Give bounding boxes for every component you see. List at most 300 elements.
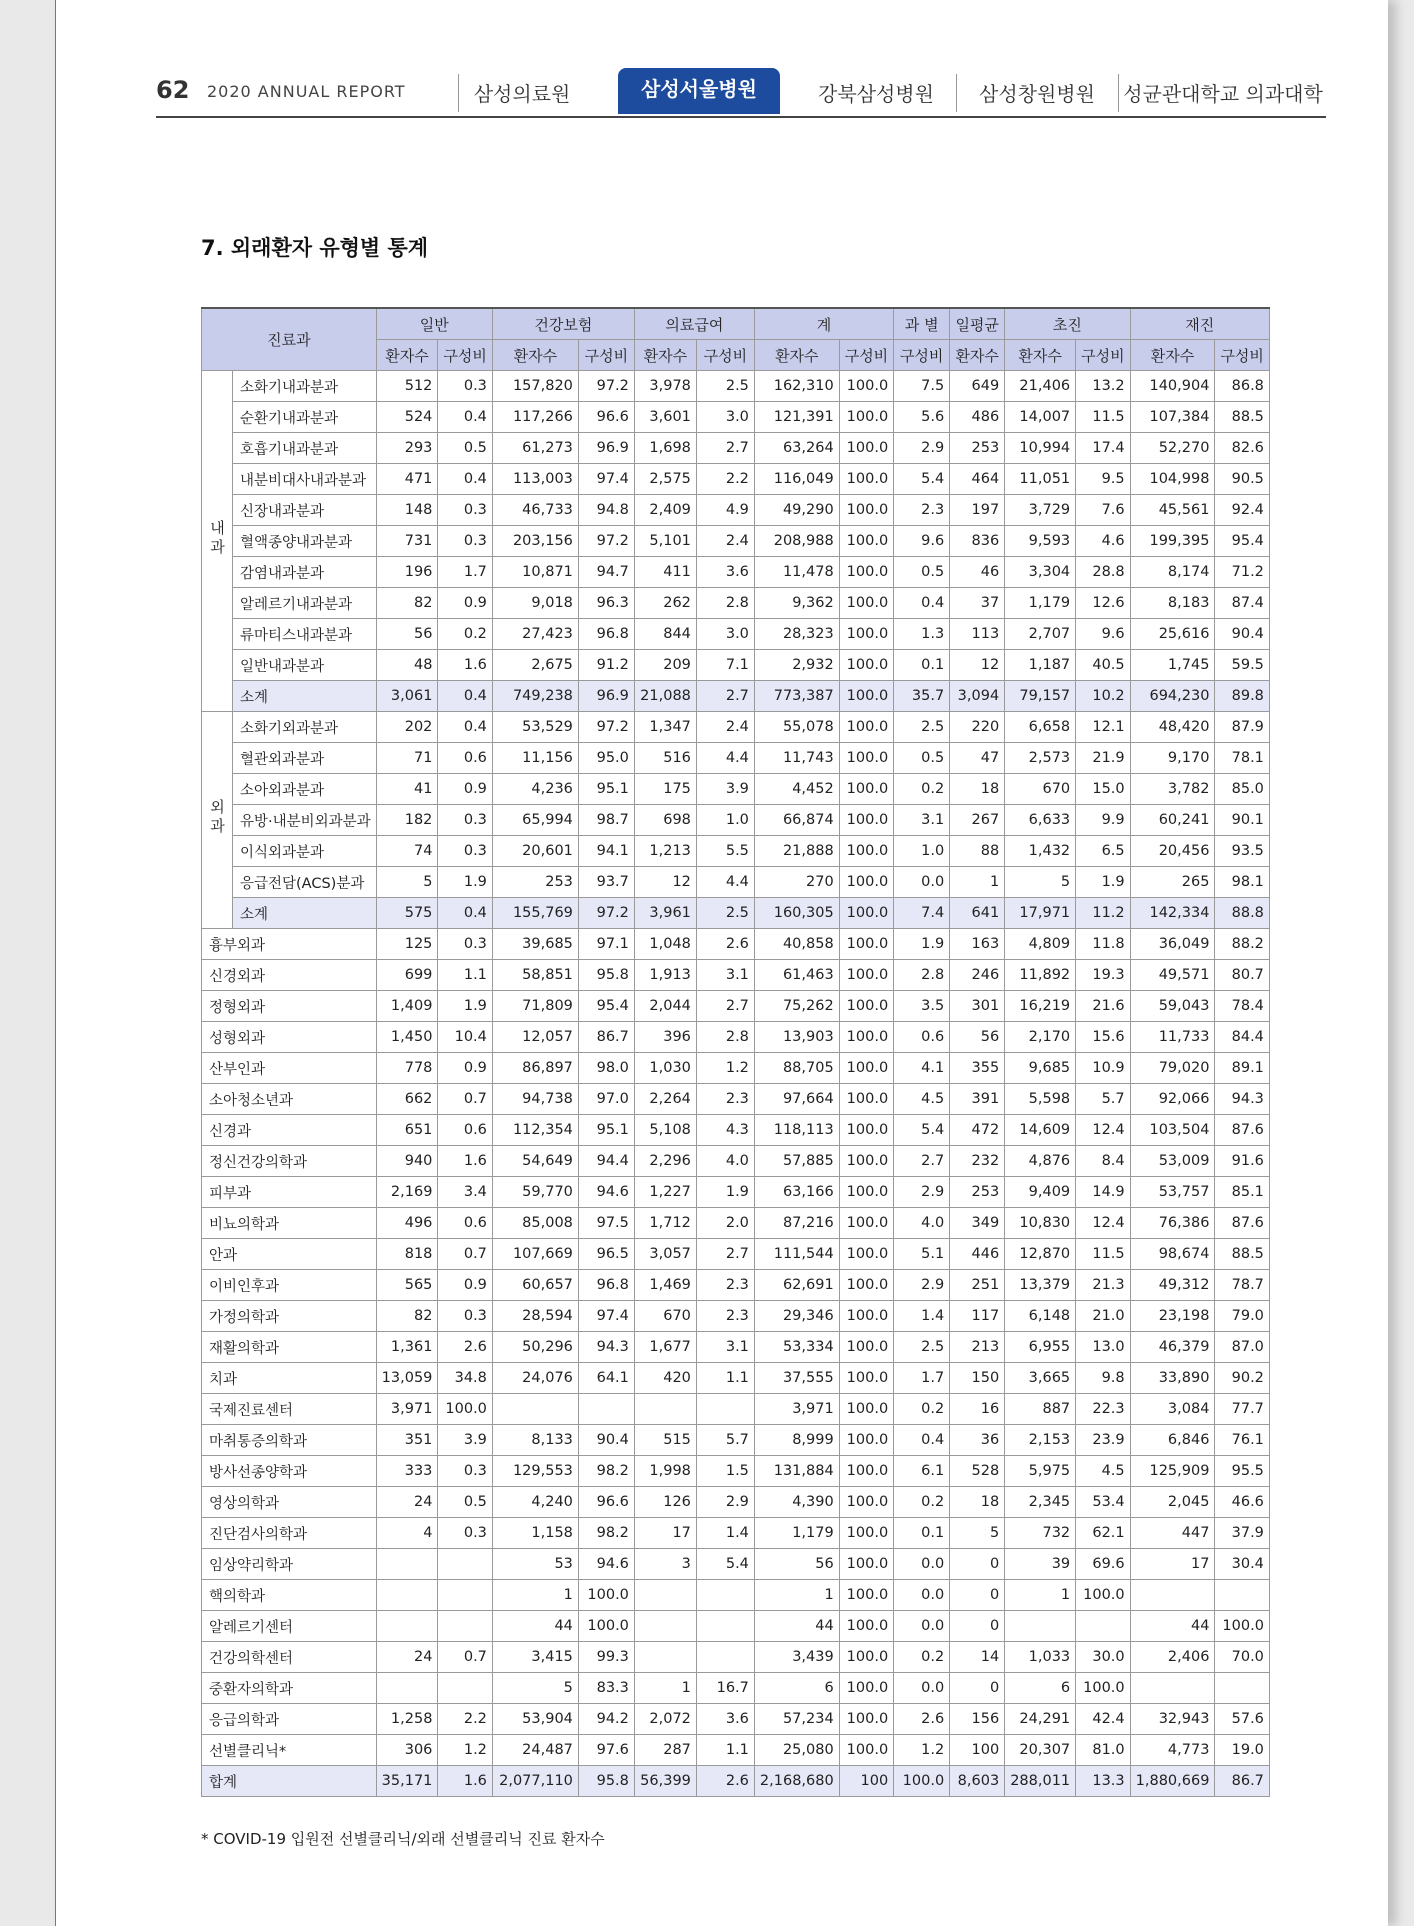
table-row <box>202 402 1270 433</box>
value-cell: 4.5 <box>1076 1456 1130 1487</box>
value-cell: 1.7 <box>894 1363 950 1394</box>
value-cell: 0.0 <box>894 1611 950 1642</box>
value-cell: 140,904 <box>1130 371 1215 402</box>
value-cell: 69.6 <box>1076 1549 1130 1580</box>
value-cell: 0.9 <box>438 774 492 805</box>
value-cell: 100.0 <box>839 526 893 557</box>
value-cell: 90.1 <box>1215 805 1269 836</box>
value-cell: 3,665 <box>1005 1363 1076 1394</box>
subheader-patients: 환자수 <box>1005 340 1076 371</box>
table-row <box>202 1673 1270 1704</box>
header-insurance: 건강보험 <box>492 308 634 340</box>
value-cell: 78.7 <box>1215 1270 1269 1301</box>
value-cell: 70.0 <box>1215 1642 1269 1673</box>
value-cell: 4.4 <box>696 867 754 898</box>
value-cell: 40.5 <box>1076 650 1130 681</box>
value-cell: 100.0 <box>839 1270 893 1301</box>
value-cell: 100.0 <box>839 991 893 1022</box>
value-cell: 0 <box>950 1549 1005 1580</box>
value-cell: 3.9 <box>696 774 754 805</box>
dept-name-cell: 핵의학과 <box>202 1580 377 1611</box>
value-cell: 100.0 <box>839 1332 893 1363</box>
group-label-text: 외과 <box>208 798 226 837</box>
dept-name-cell: 감염내과분과 <box>233 557 377 588</box>
value-cell: 203,156 <box>492 526 578 557</box>
dept-name-cell: 정형외과 <box>202 991 377 1022</box>
value-cell: 94.3 <box>578 1332 634 1363</box>
value-cell: 0.5 <box>438 433 492 464</box>
value-cell: 100.0 <box>839 712 893 743</box>
value-cell: 3,729 <box>1005 495 1076 526</box>
value-cell: 100.0 <box>578 1580 634 1611</box>
value-cell: 2.7 <box>894 1146 950 1177</box>
value-cell <box>634 1611 696 1642</box>
value-cell: 125 <box>376 929 438 960</box>
table-row <box>202 1425 1270 1456</box>
value-cell: 391 <box>950 1084 1005 1115</box>
value-cell: 0.9 <box>438 1270 492 1301</box>
value-cell: 3.1 <box>894 805 950 836</box>
value-cell: 13,379 <box>1005 1270 1076 1301</box>
value-cell: 21.0 <box>1076 1301 1130 1332</box>
value-cell: 17,971 <box>1005 898 1076 929</box>
value-cell: 2,296 <box>634 1146 696 1177</box>
value-cell: 2,153 <box>1005 1425 1076 1456</box>
value-cell <box>1076 1611 1130 1642</box>
table-row <box>202 1177 1270 1208</box>
value-cell: 0.6 <box>894 1022 950 1053</box>
value-cell <box>578 1394 634 1425</box>
value-cell: 15.6 <box>1076 1022 1130 1053</box>
subheader-ratio: 구성비 <box>1076 340 1130 371</box>
header-first-visit: 초진 <box>1005 308 1130 340</box>
value-cell: 88.5 <box>1215 1239 1269 1270</box>
value-cell: 86.7 <box>578 1022 634 1053</box>
value-cell: 3.0 <box>696 619 754 650</box>
table-row <box>202 1022 1270 1053</box>
value-cell: 5,101 <box>634 526 696 557</box>
value-cell: 2.3 <box>696 1270 754 1301</box>
value-cell: 29,346 <box>754 1301 839 1332</box>
value-cell: 1,450 <box>376 1022 438 1053</box>
value-cell: 670 <box>1005 774 1076 805</box>
tab-samsung-changwon-hospital[interactable]: 삼성창원병원 <box>979 82 1095 106</box>
value-cell: 251 <box>950 1270 1005 1301</box>
value-cell: 88 <box>950 836 1005 867</box>
value-cell: 19.0 <box>1215 1735 1269 1766</box>
dept-name-cell: 알레르기센터 <box>202 1611 377 1642</box>
value-cell: 100.0 <box>839 1611 893 1642</box>
value-cell: 6.5 <box>1076 836 1130 867</box>
value-cell: 5.6 <box>894 402 950 433</box>
value-cell: 0.5 <box>894 557 950 588</box>
header-revisit: 재진 <box>1130 308 1269 340</box>
value-cell: 95.4 <box>1215 526 1269 557</box>
value-cell: 694,230 <box>1130 681 1215 712</box>
dept-name-cell: 응급전담(ACS)분과 <box>233 867 377 898</box>
value-cell: 2,168,680 <box>754 1766 839 1797</box>
group-label <box>202 371 233 712</box>
table-row <box>202 650 1270 681</box>
value-cell: 57,234 <box>754 1704 839 1735</box>
value-cell: 5,108 <box>634 1115 696 1146</box>
value-cell: 396 <box>634 1022 696 1053</box>
value-cell: 1,469 <box>634 1270 696 1301</box>
value-cell <box>634 1642 696 1673</box>
value-cell: 93.7 <box>578 867 634 898</box>
total-row <box>202 1766 1270 1797</box>
value-cell: 3,057 <box>634 1239 696 1270</box>
value-cell: 97.5 <box>578 1208 634 1239</box>
value-cell: 6,633 <box>1005 805 1076 836</box>
table-row <box>202 1611 1270 1642</box>
value-cell: 84.4 <box>1215 1022 1269 1053</box>
value-cell: 1.9 <box>1076 867 1130 898</box>
value-cell: 126 <box>634 1487 696 1518</box>
tab-samsung-medical-center[interactable]: 삼성의료원 <box>473 82 571 106</box>
value-cell: 94.1 <box>578 836 634 867</box>
dept-name-cell: 이비인후과 <box>202 1270 377 1301</box>
value-cell: 1,880,669 <box>1130 1766 1215 1797</box>
value-cell: 11,733 <box>1130 1022 1215 1053</box>
value-cell: 100.0 <box>839 1704 893 1735</box>
value-cell: 87.0 <box>1215 1332 1269 1363</box>
value-cell: 62,691 <box>754 1270 839 1301</box>
value-cell: 90.5 <box>1215 464 1269 495</box>
value-cell: 96.5 <box>578 1239 634 1270</box>
value-cell: 100.0 <box>839 371 893 402</box>
value-cell: 97.2 <box>578 898 634 929</box>
value-cell: 1,213 <box>634 836 696 867</box>
value-cell: 87,216 <box>754 1208 839 1239</box>
value-cell <box>438 1549 492 1580</box>
table-row <box>202 743 1270 774</box>
value-cell: 6,658 <box>1005 712 1076 743</box>
dept-name-cell: 소아청소년과 <box>202 1084 377 1115</box>
value-cell: 10,871 <box>492 557 578 588</box>
value-cell: 773,387 <box>754 681 839 712</box>
value-cell <box>1130 1580 1215 1611</box>
value-cell: 96.3 <box>578 588 634 619</box>
value-cell: 641 <box>950 898 1005 929</box>
value-cell: 1.9 <box>438 867 492 898</box>
value-cell: 93.5 <box>1215 836 1269 867</box>
value-cell: 2.7 <box>696 681 754 712</box>
value-cell: 0.3 <box>438 495 492 526</box>
value-cell: 78.4 <box>1215 991 1269 1022</box>
value-cell: 0.5 <box>894 743 950 774</box>
value-cell: 79,020 <box>1130 1053 1215 1084</box>
value-cell: 97,664 <box>754 1084 839 1115</box>
value-cell: 16.7 <box>696 1673 754 1704</box>
value-cell: 2.9 <box>894 433 950 464</box>
value-cell: 53.4 <box>1076 1487 1130 1518</box>
table-row <box>202 495 1270 526</box>
value-cell: 0.0 <box>894 1580 950 1611</box>
dept-name-cell: 신경외과 <box>202 960 377 991</box>
value-cell: 471 <box>376 464 438 495</box>
tab-samsung-seoul-hospital[interactable]: 삼성서울병원 <box>618 68 780 114</box>
value-cell: 11.5 <box>1076 1239 1130 1270</box>
dept-name-cell: 국제진료센터 <box>202 1394 377 1425</box>
value-cell: 87.6 <box>1215 1208 1269 1239</box>
value-cell <box>376 1611 438 1642</box>
value-cell: 75,262 <box>754 991 839 1022</box>
value-cell: 32,943 <box>1130 1704 1215 1735</box>
value-cell: 79.0 <box>1215 1301 1269 1332</box>
table-row <box>202 1332 1270 1363</box>
value-cell: 7.6 <box>1076 495 1130 526</box>
value-cell: 306 <box>376 1735 438 1766</box>
value-cell: 2.8 <box>894 960 950 991</box>
value-cell: 37 <box>950 588 1005 619</box>
value-cell: 196 <box>376 557 438 588</box>
value-cell: 97.2 <box>578 526 634 557</box>
value-cell: 107,669 <box>492 1239 578 1270</box>
value-cell: 100.0 <box>839 774 893 805</box>
value-cell: 82 <box>376 588 438 619</box>
value-cell: 2,675 <box>492 650 578 681</box>
value-cell: 100.0 <box>839 402 893 433</box>
table-row <box>202 929 1270 960</box>
value-cell: 59,043 <box>1130 991 1215 1022</box>
value-cell: 10,994 <box>1005 433 1076 464</box>
table-row <box>202 1642 1270 1673</box>
value-cell: 100.0 <box>839 1084 893 1115</box>
value-cell: 30.0 <box>1076 1642 1130 1673</box>
value-cell: 28,594 <box>492 1301 578 1332</box>
value-cell: 81.0 <box>1076 1735 1130 1766</box>
dept-name-cell: 정신건강의학과 <box>202 1146 377 1177</box>
value-cell: 100.0 <box>839 1549 893 1580</box>
value-cell: 13.0 <box>1076 1332 1130 1363</box>
value-cell: 10.4 <box>438 1022 492 1053</box>
value-cell <box>696 1611 754 1642</box>
value-cell: 2.4 <box>696 712 754 743</box>
value-cell: 18 <box>950 1487 1005 1518</box>
value-cell: 524 <box>376 402 438 433</box>
value-cell: 99.3 <box>578 1642 634 1673</box>
value-cell: 0.3 <box>438 1518 492 1549</box>
value-cell: 1,998 <box>634 1456 696 1487</box>
value-cell: 2,406 <box>1130 1642 1215 1673</box>
value-cell: 71,809 <box>492 991 578 1022</box>
value-cell: 5.1 <box>894 1239 950 1270</box>
value-cell: 95.8 <box>578 1766 634 1797</box>
value-cell: 76.1 <box>1215 1425 1269 1456</box>
value-cell: 33,890 <box>1130 1363 1215 1394</box>
value-cell: 34.8 <box>438 1363 492 1394</box>
dept-name-cell: 호흡기내과분과 <box>233 433 377 464</box>
dept-name-cell: 방사선종양학과 <box>202 1456 377 1487</box>
value-cell: 53,529 <box>492 712 578 743</box>
value-cell: 60,241 <box>1130 805 1215 836</box>
value-cell: 2.8 <box>696 588 754 619</box>
value-cell: 24 <box>376 1487 438 1518</box>
value-cell: 36,049 <box>1130 929 1215 960</box>
value-cell: 0.6 <box>438 743 492 774</box>
dept-name-cell: 중환자의학과 <box>202 1673 377 1704</box>
value-cell: 0.4 <box>894 588 950 619</box>
value-cell: 818 <box>376 1239 438 1270</box>
dept-name-cell: 이식외과분과 <box>233 836 377 867</box>
value-cell: 3,601 <box>634 402 696 433</box>
value-cell: 2,707 <box>1005 619 1076 650</box>
value-cell: 1,033 <box>1005 1642 1076 1673</box>
value-cell: 2.3 <box>696 1084 754 1115</box>
value-cell: 1.3 <box>894 619 950 650</box>
dept-name-cell: 혈관외과분과 <box>233 743 377 774</box>
value-cell: 80.7 <box>1215 960 1269 991</box>
value-cell: 82 <box>376 1301 438 1332</box>
value-cell: 20,456 <box>1130 836 1215 867</box>
value-cell: 472 <box>950 1115 1005 1146</box>
value-cell: 1.1 <box>696 1735 754 1766</box>
value-cell: 13.3 <box>1076 1766 1130 1797</box>
value-cell: 9,593 <box>1005 526 1076 557</box>
value-cell: 8,133 <box>492 1425 578 1456</box>
value-cell: 6,846 <box>1130 1425 1215 1456</box>
value-cell: 3,439 <box>754 1642 839 1673</box>
value-cell: 39 <box>1005 1549 1076 1580</box>
value-cell: 9.5 <box>1076 464 1130 495</box>
value-cell: 0.9 <box>438 1053 492 1084</box>
value-cell: 4,452 <box>754 774 839 805</box>
table-row <box>202 774 1270 805</box>
value-cell: 100.0 <box>839 1239 893 1270</box>
value-cell: 3,961 <box>634 898 696 929</box>
value-cell: 100.0 <box>839 1053 893 1084</box>
value-cell: 8,999 <box>754 1425 839 1456</box>
value-cell: 12,057 <box>492 1022 578 1053</box>
value-cell: 5.4 <box>696 1549 754 1580</box>
dept-name-cell: 선별클리닉* <box>202 1735 377 1766</box>
header-daily-avg-top: 일평균 <box>950 308 1005 340</box>
value-cell: 1.9 <box>894 929 950 960</box>
table-row <box>202 1084 1270 1115</box>
value-cell: 0.2 <box>438 619 492 650</box>
value-cell: 12 <box>950 650 1005 681</box>
value-cell: 14 <box>950 1642 1005 1673</box>
value-cell: 4.3 <box>696 1115 754 1146</box>
value-cell: 12.1 <box>1076 712 1130 743</box>
header-dept: 진료과 <box>202 308 377 371</box>
value-cell: 9.8 <box>1076 1363 1130 1394</box>
value-cell: 3,061 <box>376 681 438 712</box>
value-cell: 267 <box>950 805 1005 836</box>
value-cell: 52,270 <box>1130 433 1215 464</box>
value-cell: 1,187 <box>1005 650 1076 681</box>
table-row <box>202 805 1270 836</box>
value-cell: 100.0 <box>839 650 893 681</box>
value-cell: 1.7 <box>438 557 492 588</box>
value-cell: 301 <box>950 991 1005 1022</box>
tab-kangbuk-samsung-hospital[interactable]: 강북삼성병원 <box>818 82 934 106</box>
value-cell: 411 <box>634 557 696 588</box>
value-cell: 288,011 <box>1005 1766 1076 1797</box>
value-cell: 113 <box>950 619 1005 650</box>
value-cell: 1,179 <box>754 1518 839 1549</box>
value-cell: 0.5 <box>438 1487 492 1518</box>
value-cell: 0.9 <box>438 588 492 619</box>
value-cell: 3,971 <box>754 1394 839 1425</box>
value-cell: 0.3 <box>438 526 492 557</box>
value-cell <box>376 1673 438 1704</box>
value-cell: 49,312 <box>1130 1270 1215 1301</box>
value-cell: 8,603 <box>950 1766 1005 1797</box>
table-row <box>202 588 1270 619</box>
value-cell: 0.3 <box>438 929 492 960</box>
value-cell: 17.4 <box>1076 433 1130 464</box>
table-row <box>202 464 1270 495</box>
value-cell: 100.0 <box>839 557 893 588</box>
value-cell: 12.4 <box>1076 1208 1130 1239</box>
value-cell: 16 <box>950 1394 1005 1425</box>
value-cell: 56 <box>754 1549 839 1580</box>
value-cell: 21.3 <box>1076 1270 1130 1301</box>
table-row <box>202 557 1270 588</box>
value-cell: 56 <box>376 619 438 650</box>
value-cell: 1,409 <box>376 991 438 1022</box>
value-cell: 778 <box>376 1053 438 1084</box>
value-cell <box>438 1580 492 1611</box>
value-cell: 79,157 <box>1005 681 1076 712</box>
dept-name-cell: 신장내과분과 <box>233 495 377 526</box>
table-row <box>202 991 1270 1022</box>
value-cell: 97.1 <box>578 929 634 960</box>
value-cell: 2,573 <box>1005 743 1076 774</box>
value-cell: 246 <box>950 960 1005 991</box>
value-cell: 355 <box>950 1053 1005 1084</box>
value-cell: 270 <box>754 867 839 898</box>
value-cell: 2.5 <box>894 1332 950 1363</box>
subheader-ratio: 구성비 <box>696 340 754 371</box>
value-cell: 100.0 <box>839 1022 893 1053</box>
dept-name-cell: 가정의학과 <box>202 1301 377 1332</box>
value-cell: 125,909 <box>1130 1456 1215 1487</box>
value-cell: 1.6 <box>438 1766 492 1797</box>
value-cell: 60,657 <box>492 1270 578 1301</box>
value-cell: 253 <box>492 867 578 898</box>
value-cell: 88.2 <box>1215 929 1269 960</box>
value-cell: 1.9 <box>696 1177 754 1208</box>
value-cell <box>634 1580 696 1611</box>
value-cell: 23,198 <box>1130 1301 1215 1332</box>
value-cell: 5.4 <box>894 464 950 495</box>
value-cell: 20,307 <box>1005 1735 1076 1766</box>
value-cell: 94.8 <box>578 495 634 526</box>
value-cell <box>438 1611 492 1642</box>
value-cell: 1,179 <box>1005 588 1076 619</box>
value-cell: 0.4 <box>438 898 492 929</box>
value-cell: 77.7 <box>1215 1394 1269 1425</box>
value-cell: 42.4 <box>1076 1704 1130 1735</box>
dept-name-cell: 산부인과 <box>202 1053 377 1084</box>
subheader-patients: 환자수 <box>492 340 578 371</box>
value-cell: 111,544 <box>754 1239 839 1270</box>
value-cell: 1 <box>492 1580 578 1611</box>
table-row <box>202 960 1270 991</box>
value-cell: 25,616 <box>1130 619 1215 650</box>
dept-name-cell: 안과 <box>202 1239 377 1270</box>
value-cell: 1,432 <box>1005 836 1076 867</box>
value-cell: 113,003 <box>492 464 578 495</box>
tab-skku-medicine[interactable]: 성균관대학교 의과대학 <box>1123 82 1323 106</box>
value-cell: 4.1 <box>894 1053 950 1084</box>
value-cell: 3.4 <box>438 1177 492 1208</box>
value-cell: 3,094 <box>950 681 1005 712</box>
value-cell: 2,044 <box>634 991 696 1022</box>
